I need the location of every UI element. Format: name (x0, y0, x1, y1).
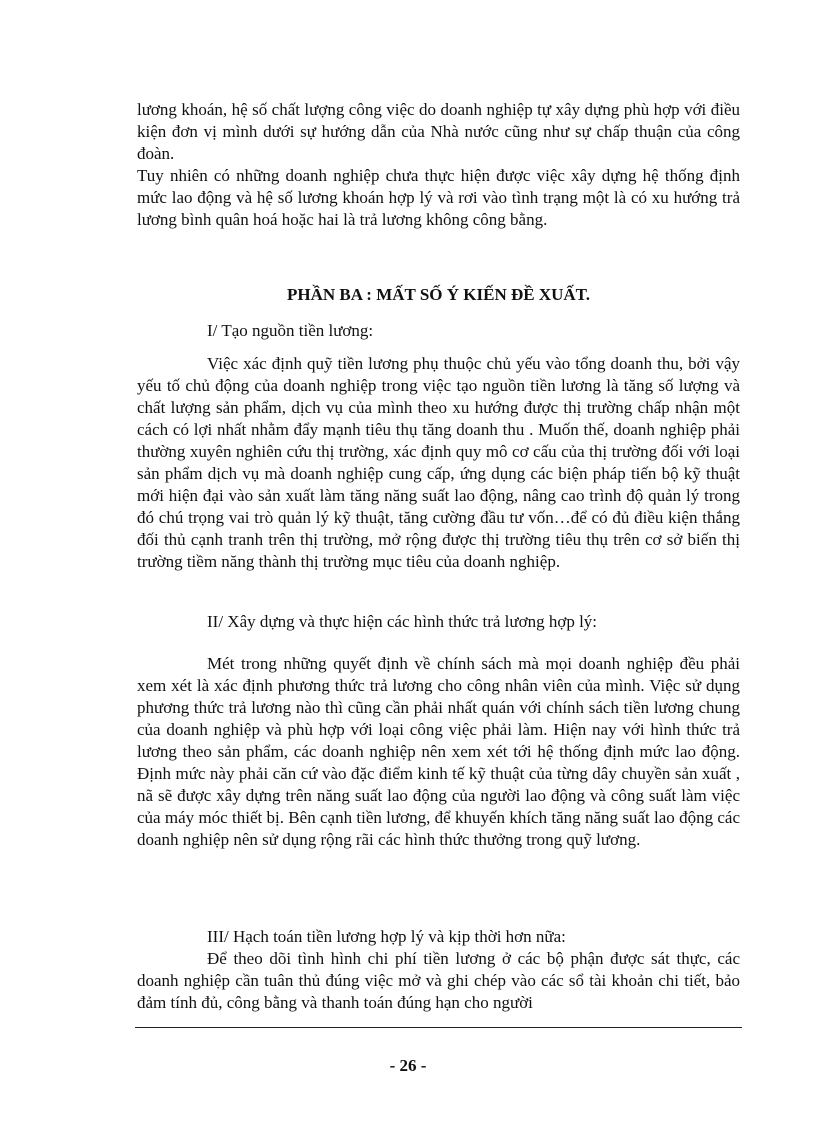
page-number: - 26 - (389, 1056, 427, 1075)
part-heading: PHẦN BA : MẤT SỐ Ý KIẾN ĐỀ XUẤT. (286, 285, 591, 304)
footer-divider (135, 1027, 742, 1028)
section-body: Để theo dõi tình hình chi phí tiền lương ở các bộ phận được sát thực, các doanh nghiệp cần tuân thủ đúng việc mở và ghi chép vào các sổ tài khoản chi tiết, bảo đảm tính đủ, công bằng và thanh toán đúng hạn cho người (137, 949, 740, 1012)
section-title: III/ Hạch toán tiền lương hợp lý và kịp thời hơn nữa: (207, 927, 566, 946)
section-body: Việc xác định quỹ tiền lương phụ thuộc chủ yếu vào tổng doanh thu, bởi vậy yếu tố chủ động của doanh nghiệp trong việc tạo nguồn tiền lương là tăng số lượng và chất lượng sản phẩm, dịch vụ của mình theo xu hướng được thị trường chấp nhận một cách có lợi nhất nhằm đẩy mạnh tiêu thụ tăng doanh thu . Muốn thế, doanh nghiệp phải thường xuyên nghiên cứu thị trường, xác định quy mô cơ cấu của thị trường đối với loại sản phẩm dịch vụ mà doanh nghiệp cung cấp, ứng dụng các biện pháp tiến bộ kỹ thuật mới hiện đại vào sản xuất làm tăng năng suất lao động, nâng cao trình độ quản lý trong đó chú trọng vai trò quản lý kỹ thuật, tăng cường đầu tư vốn…để có đủ điều kiện thắng đối thủ cạnh tranh trên thị trường, mở rộng được thị trường tiêu thụ trên cơ sở biến thị trường tiềm năng thành thị trường mục tiêu của doanh nghiệp. (137, 354, 740, 571)
section-title: II/ Xây dựng và thực hiện các hình thức trả lương hợp lý: (207, 612, 598, 631)
body-paragraph: Tuy nhiên có những doanh nghiệp chưa thực hiện được việc xây dựng hệ thống định mức lao động và hệ số lương khoán hợp lý và rơi vào tình trạng một là có xu hướng trả lương bình quân hoá hoặc hai là trả lương không công bằng. (137, 166, 740, 229)
section-body: Mét trong những quyết định về chính sách mà mọi doanh nghiệp đều phải xem xét là xác định phương thức trả lương cho công nhân viên của mình. Việc sử dụng phương thức trả lương nào thì cũng cần phải nhất quán với chính sách tiền lương chung của doanh nghiệp và phù hợp với loại công việc phải làm. Hiện nay với hình thức trả lương theo sản phẩm, các doanh nghiệp nên xem xét tới hệ thống định mức lao động. Định mức này phải căn cứ vào đặc điểm kinh tế kỹ thuật của từng dây chuyền sản xuất , nã sẽ được xây dựng trên năng suất lao động của người lao động và công suất làm việc của máy móc thiết bị. Bên cạnh tiền lương, để khuyến khích tăng năng suất lao động các doanh nghiệp nên sử dụng rộng rãi các hình thức thưởng trong quỹ lương. (137, 654, 740, 849)
section-title: I/ Tạo nguồn tiền lương: (207, 321, 374, 340)
body-paragraph: lương khoán, hệ số chất lượng công việc do doanh nghiệp tự xây dựng phù hợp với điều kiện đơn vị mình dưới sự hướng dẫn của Nhà nước cũng như sự chấp thuận của công đoàn. (137, 100, 740, 163)
